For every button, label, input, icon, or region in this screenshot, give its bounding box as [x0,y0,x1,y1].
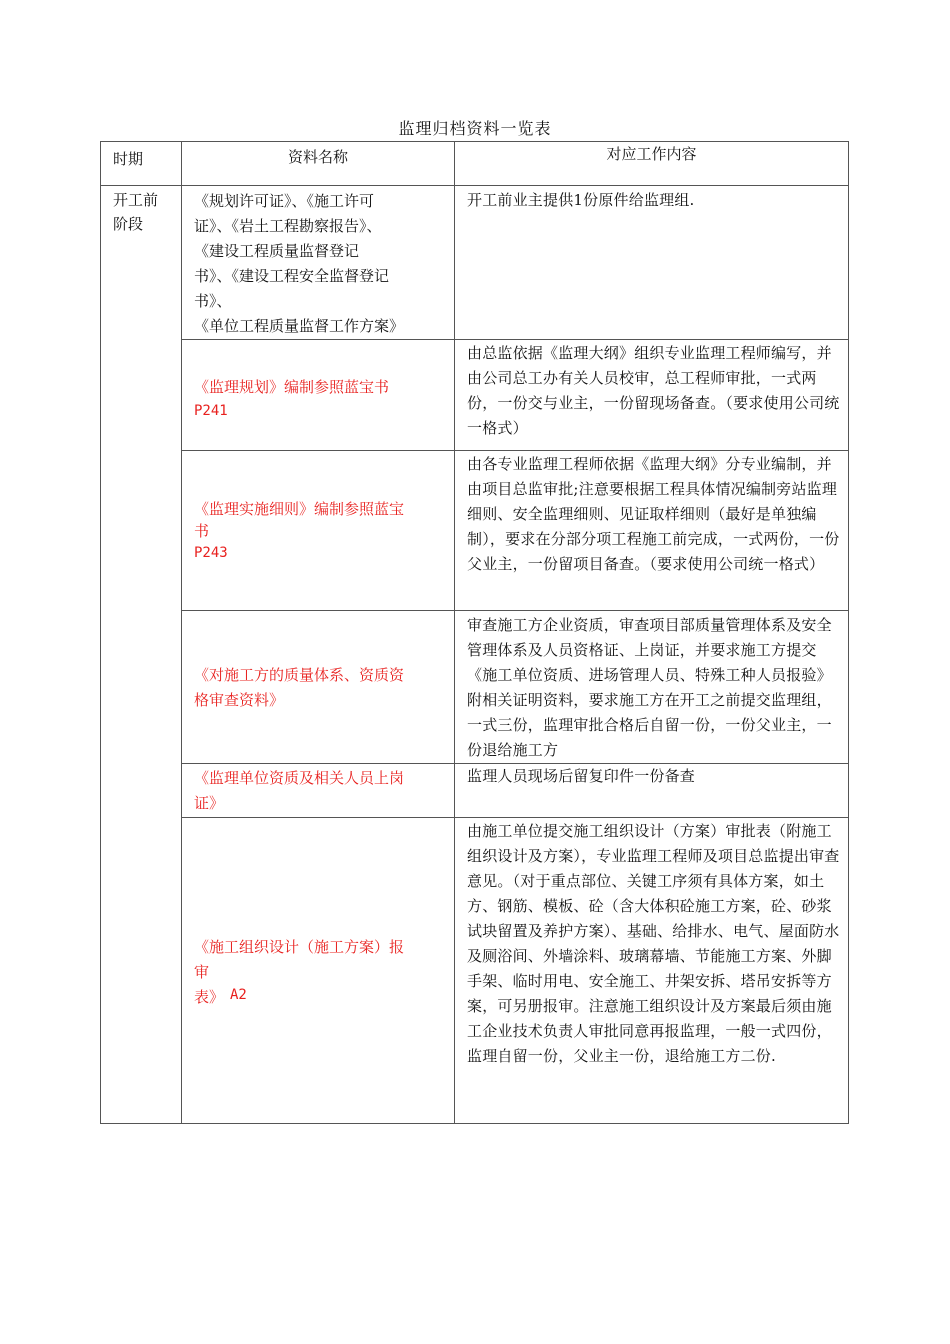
header-doc-name: 资料名称 [182,142,455,186]
work-content-cell: 由总监依据《监理大纲》组织专业监理工程师编写，并由公司总工办有关人员校审，总工程师审批，一式两份，一份交与业主，一份留现场备查。（要求使用公司统一格式） [455,340,849,451]
doc-ref-code: P241 [194,403,228,419]
doc-ref-code: P243 [194,545,228,561]
doc-name-text: 《施工组织设计（施工方案）报 审 表》 [194,938,405,1006]
doc-name-text: 《监理实施细则》编制参照蓝宝 书 [194,500,405,540]
table-row [101,611,849,764]
doc-name-cell: 《监理单位资质及相关人员上岗 证》 [182,764,455,818]
work-content-cell: 由各专业监理工程师依据《监理大纲》分专业编制，并由项目总监审批;注意要根据工程具体情况编制旁站监理细则、安全监理细则、见证取样细则（最好是单独编制），要求在分部分项工程施工前完成，一式两份，一份父业主，一份留项目备查。（要求使用公司统一格式） [455,451,849,611]
doc-name-cell: 《规划许可证》、《施工许可 证》、《岩土工程勘察报告》、 《建设工程质量监督登记 书》、《建设工程安全监督登记 书》、 《单位工程质量监督工作方案》 [182,186,455,340]
work-content-cell: 由施工单位提交施工组织设计（方案）审批表（附施工组织设计及方案），专业监理工程师及项目总监提出审查意见。（对于重点部位、关键工序须有具体方案，如土方、钢筋、模板、砼（含大体积砼施工方案，砼、砂浆试块留置及养护方案）、基础、给排水、电气、屋面防水及厕浴间、外墙涂料、玻璃幕墙、节能施工方案、外脚手架、临时用电、安全施工、井架安拆、塔吊安拆等方案，可另册报审。注意施工组织设计及方案最后须由施工企业技术负责人审批同意再报监理，一般一式四份，监理自留一份，父业主一份，退给施工方二份. [455,818,849,1124]
doc-name-text: 《监理规划》编制参照蓝宝书 [194,378,390,396]
work-content-cell: 监理人员现场后留复印件一份备查 [455,764,849,818]
work-content-cell: 开工前业主提供1份原件给监理组. [455,186,849,340]
work-content-cell: 审查施工方企业资质，审查项目部质量管理体系及安全管理体系及人员资格证、上岗证，并要求施工方提交《施工单位资质、进场管理人员、特殊工种人员报验》附相关证明资料，要求施工方在开工之前提交监理组，一式三份，监理审批合格后自留一份，一份父业主，一份退给施工方 [455,611,849,764]
table-row [101,340,849,451]
table-row [101,186,849,340]
header-period: 时期 [101,142,182,186]
doc-name-cell: 《对施工方的质量体系、资质资 格审查资料》 [182,611,455,764]
doc-ref-code: A2 [230,987,247,1003]
header-work-content: 对应工作内容 [455,142,849,186]
doc-name-cell [182,451,455,611]
doc-name-cell [182,340,455,451]
table-row [101,818,849,1124]
table-header-row [101,142,849,186]
period-cell: 开工前 阶段 [101,186,182,1124]
doc-name-cell [182,818,455,1124]
page-title: 监理归档资料一览表 [398,119,552,138]
table-row [101,451,849,611]
table-row [101,764,849,818]
archive-table [100,141,849,1124]
